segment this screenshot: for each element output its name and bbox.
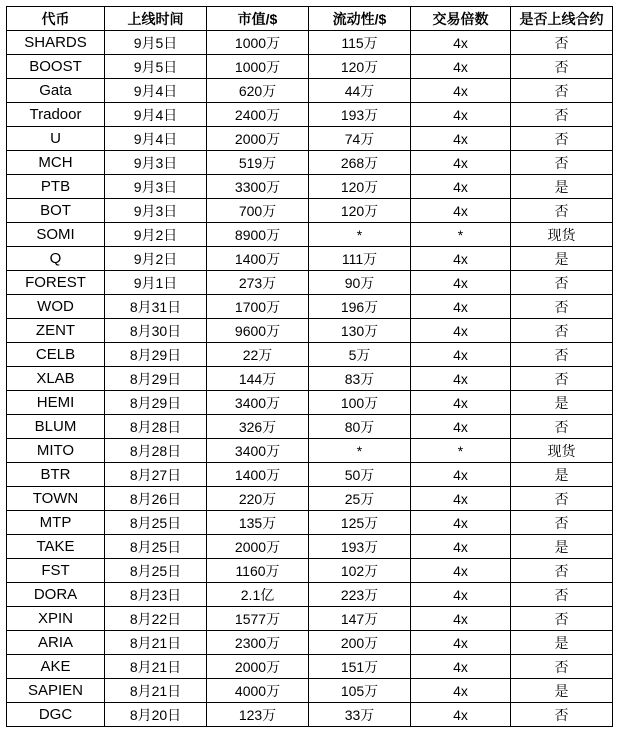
token-listing-table — [6, 6, 613, 727]
cell-futures-listed: 否 — [511, 31, 613, 55]
header-liquidity: 流动性/$ — [309, 7, 411, 31]
cell-liquidity: 83万 — [309, 367, 411, 391]
header-futures-listed: 是否上线合约 — [511, 7, 613, 31]
cell-leverage: 4x — [411, 415, 511, 439]
header-listing-date: 上线时间 — [105, 7, 207, 31]
cell-token: Tradoor — [7, 103, 105, 127]
cell-futures-listed: 否 — [511, 103, 613, 127]
cell-futures-listed: 否 — [511, 127, 613, 151]
cell-leverage: 4x — [411, 391, 511, 415]
cell-liquidity: 111万 — [309, 247, 411, 271]
table-row — [7, 127, 613, 151]
cell-futures-listed: 否 — [511, 55, 613, 79]
cell-leverage: 4x — [411, 127, 511, 151]
table-row — [7, 511, 613, 535]
header-leverage: 交易倍数 — [411, 7, 511, 31]
cell-liquidity: * — [309, 223, 411, 247]
cell-liquidity: 120万 — [309, 175, 411, 199]
cell-futures-listed: 否 — [511, 79, 613, 103]
table-row — [7, 103, 613, 127]
cell-market-cap: 1700万 — [207, 295, 309, 319]
cell-token: ARIA — [7, 631, 105, 655]
cell-market-cap: 2400万 — [207, 103, 309, 127]
cell-token: BLUM — [7, 415, 105, 439]
header-market-cap: 市值/$ — [207, 7, 309, 31]
cell-market-cap: 3300万 — [207, 175, 309, 199]
cell-futures-listed: 是 — [511, 535, 613, 559]
table-row — [7, 559, 613, 583]
cell-market-cap: 2000万 — [207, 535, 309, 559]
cell-leverage: 4x — [411, 199, 511, 223]
table-row — [7, 439, 613, 463]
table-row — [7, 631, 613, 655]
cell-leverage: 4x — [411, 583, 511, 607]
cell-listing-date: 9月3日 — [105, 151, 207, 175]
cell-market-cap: 519万 — [207, 151, 309, 175]
cell-leverage: * — [411, 439, 511, 463]
cell-market-cap: 1000万 — [207, 55, 309, 79]
cell-listing-date: 8月28日 — [105, 415, 207, 439]
cell-listing-date: 9月4日 — [105, 103, 207, 127]
table-row — [7, 199, 613, 223]
cell-futures-listed: 现货 — [511, 223, 613, 247]
cell-listing-date: 8月22日 — [105, 607, 207, 631]
cell-token: BTR — [7, 463, 105, 487]
cell-liquidity: 102万 — [309, 559, 411, 583]
cell-token: Q — [7, 247, 105, 271]
cell-listing-date: 9月3日 — [105, 199, 207, 223]
cell-market-cap: 8900万 — [207, 223, 309, 247]
cell-futures-listed: 现货 — [511, 439, 613, 463]
table-row — [7, 223, 613, 247]
table-row — [7, 247, 613, 271]
cell-leverage: 4x — [411, 319, 511, 343]
cell-token: XPIN — [7, 607, 105, 631]
cell-futures-listed: 否 — [511, 295, 613, 319]
cell-liquidity: 193万 — [309, 535, 411, 559]
cell-market-cap: 1400万 — [207, 463, 309, 487]
cell-market-cap: 700万 — [207, 199, 309, 223]
table-row — [7, 535, 613, 559]
cell-listing-date: 9月5日 — [105, 31, 207, 55]
table-row — [7, 415, 613, 439]
cell-token: TOWN — [7, 487, 105, 511]
cell-liquidity: 115万 — [309, 31, 411, 55]
cell-liquidity: 120万 — [309, 199, 411, 223]
cell-futures-listed: 是 — [511, 391, 613, 415]
cell-futures-listed: 是 — [511, 679, 613, 703]
cell-market-cap: 3400万 — [207, 439, 309, 463]
cell-market-cap: 1000万 — [207, 31, 309, 55]
cell-market-cap: 273万 — [207, 271, 309, 295]
cell-futures-listed: 否 — [511, 487, 613, 511]
cell-futures-listed: 否 — [511, 583, 613, 607]
table-row — [7, 31, 613, 55]
cell-token: WOD — [7, 295, 105, 319]
cell-liquidity: 125万 — [309, 511, 411, 535]
table-row — [7, 391, 613, 415]
cell-market-cap: 22万 — [207, 343, 309, 367]
cell-market-cap: 2.1亿 — [207, 583, 309, 607]
cell-token: TAKE — [7, 535, 105, 559]
cell-liquidity: 196万 — [309, 295, 411, 319]
table-row — [7, 343, 613, 367]
cell-leverage: 4x — [411, 655, 511, 679]
cell-market-cap: 326万 — [207, 415, 309, 439]
cell-liquidity: 5万 — [309, 343, 411, 367]
table-row — [7, 703, 613, 727]
cell-futures-listed: 否 — [511, 271, 613, 295]
cell-market-cap: 135万 — [207, 511, 309, 535]
cell-leverage: 4x — [411, 679, 511, 703]
cell-token: MTP — [7, 511, 105, 535]
cell-leverage: 4x — [411, 343, 511, 367]
cell-listing-date: 9月2日 — [105, 223, 207, 247]
cell-token: HEMI — [7, 391, 105, 415]
cell-liquidity: 80万 — [309, 415, 411, 439]
cell-listing-date: 8月27日 — [105, 463, 207, 487]
cell-futures-listed: 否 — [511, 343, 613, 367]
cell-liquidity: 200万 — [309, 631, 411, 655]
cell-listing-date: 8月29日 — [105, 391, 207, 415]
cell-token: SHARDS — [7, 31, 105, 55]
cell-futures-listed: 是 — [511, 463, 613, 487]
table-row — [7, 79, 613, 103]
cell-token: MITO — [7, 439, 105, 463]
cell-listing-date: 8月31日 — [105, 295, 207, 319]
cell-listing-date: 8月23日 — [105, 583, 207, 607]
cell-market-cap: 620万 — [207, 79, 309, 103]
cell-listing-date: 8月26日 — [105, 487, 207, 511]
cell-listing-date: 9月3日 — [105, 175, 207, 199]
cell-listing-date: 9月1日 — [105, 271, 207, 295]
cell-futures-listed: 是 — [511, 247, 613, 271]
cell-market-cap: 4000万 — [207, 679, 309, 703]
cell-token: CELB — [7, 343, 105, 367]
cell-token: FST — [7, 559, 105, 583]
cell-leverage: 4x — [411, 79, 511, 103]
cell-leverage: * — [411, 223, 511, 247]
cell-listing-date: 9月4日 — [105, 127, 207, 151]
cell-token: SOMI — [7, 223, 105, 247]
cell-market-cap: 1160万 — [207, 559, 309, 583]
cell-token: DORA — [7, 583, 105, 607]
cell-leverage: 4x — [411, 295, 511, 319]
table-row — [7, 607, 613, 631]
table-row — [7, 679, 613, 703]
cell-liquidity: 151万 — [309, 655, 411, 679]
cell-token: AKE — [7, 655, 105, 679]
cell-futures-listed: 否 — [511, 559, 613, 583]
cell-futures-listed: 否 — [511, 367, 613, 391]
cell-leverage: 4x — [411, 103, 511, 127]
cell-listing-date: 8月28日 — [105, 439, 207, 463]
cell-futures-listed: 否 — [511, 151, 613, 175]
cell-token: XLAB — [7, 367, 105, 391]
cell-token: SAPIEN — [7, 679, 105, 703]
cell-market-cap: 9600万 — [207, 319, 309, 343]
cell-leverage: 4x — [411, 367, 511, 391]
cell-futures-listed: 是 — [511, 175, 613, 199]
cell-listing-date: 8月29日 — [105, 343, 207, 367]
cell-liquidity: 120万 — [309, 55, 411, 79]
cell-liquidity: 193万 — [309, 103, 411, 127]
cell-liquidity: 130万 — [309, 319, 411, 343]
table-row — [7, 487, 613, 511]
table-row — [7, 295, 613, 319]
cell-futures-listed: 否 — [511, 511, 613, 535]
cell-liquidity: 44万 — [309, 79, 411, 103]
cell-liquidity: 100万 — [309, 391, 411, 415]
cell-token: ZENT — [7, 319, 105, 343]
cell-liquidity: 50万 — [309, 463, 411, 487]
cell-listing-date: 8月21日 — [105, 631, 207, 655]
cell-token: BOT — [7, 199, 105, 223]
cell-liquidity: 25万 — [309, 487, 411, 511]
cell-market-cap: 144万 — [207, 367, 309, 391]
table-row — [7, 655, 613, 679]
cell-listing-date: 8月21日 — [105, 679, 207, 703]
table-row — [7, 55, 613, 79]
cell-liquidity: 147万 — [309, 607, 411, 631]
cell-futures-listed: 否 — [511, 319, 613, 343]
cell-listing-date: 9月4日 — [105, 79, 207, 103]
cell-liquidity: 223万 — [309, 583, 411, 607]
cell-liquidity: 90万 — [309, 271, 411, 295]
cell-market-cap: 220万 — [207, 487, 309, 511]
cell-leverage: 4x — [411, 271, 511, 295]
cell-liquidity: 105万 — [309, 679, 411, 703]
cell-token: Gata — [7, 79, 105, 103]
cell-listing-date: 8月25日 — [105, 559, 207, 583]
table-row — [7, 175, 613, 199]
cell-liquidity: 33万 — [309, 703, 411, 727]
cell-futures-listed: 否 — [511, 655, 613, 679]
cell-leverage: 4x — [411, 607, 511, 631]
cell-liquidity: 268万 — [309, 151, 411, 175]
table-row — [7, 319, 613, 343]
cell-leverage: 4x — [411, 703, 511, 727]
cell-leverage: 4x — [411, 55, 511, 79]
header-token: 代币 — [7, 7, 105, 31]
cell-futures-listed: 是 — [511, 631, 613, 655]
cell-leverage: 4x — [411, 247, 511, 271]
cell-futures-listed: 否 — [511, 703, 613, 727]
cell-listing-date: 8月20日 — [105, 703, 207, 727]
cell-market-cap: 1577万 — [207, 607, 309, 631]
table-row — [7, 151, 613, 175]
cell-leverage: 4x — [411, 31, 511, 55]
cell-market-cap: 2000万 — [207, 655, 309, 679]
cell-leverage: 4x — [411, 631, 511, 655]
cell-token: BOOST — [7, 55, 105, 79]
cell-token: FOREST — [7, 271, 105, 295]
cell-futures-listed: 否 — [511, 415, 613, 439]
cell-listing-date: 8月25日 — [105, 511, 207, 535]
cell-leverage: 4x — [411, 535, 511, 559]
cell-token: PTB — [7, 175, 105, 199]
cell-market-cap: 123万 — [207, 703, 309, 727]
cell-leverage: 4x — [411, 487, 511, 511]
cell-market-cap: 2300万 — [207, 631, 309, 655]
cell-liquidity: * — [309, 439, 411, 463]
cell-market-cap: 1400万 — [207, 247, 309, 271]
cell-leverage: 4x — [411, 175, 511, 199]
table-body — [7, 31, 613, 727]
cell-market-cap: 2000万 — [207, 127, 309, 151]
table-row — [7, 367, 613, 391]
cell-token: MCH — [7, 151, 105, 175]
header-row — [7, 7, 613, 31]
table-row — [7, 463, 613, 487]
cell-futures-listed: 否 — [511, 607, 613, 631]
cell-listing-date: 9月2日 — [105, 247, 207, 271]
cell-leverage: 4x — [411, 151, 511, 175]
cell-leverage: 4x — [411, 463, 511, 487]
cell-market-cap: 3400万 — [207, 391, 309, 415]
cell-liquidity: 74万 — [309, 127, 411, 151]
cell-listing-date: 8月21日 — [105, 655, 207, 679]
cell-leverage: 4x — [411, 559, 511, 583]
cell-futures-listed: 否 — [511, 199, 613, 223]
table-row — [7, 271, 613, 295]
table-row — [7, 583, 613, 607]
cell-token: DGC — [7, 703, 105, 727]
cell-listing-date: 8月25日 — [105, 535, 207, 559]
cell-token: U — [7, 127, 105, 151]
cell-listing-date: 8月29日 — [105, 367, 207, 391]
cell-leverage: 4x — [411, 511, 511, 535]
cell-listing-date: 9月5日 — [105, 55, 207, 79]
cell-listing-date: 8月30日 — [105, 319, 207, 343]
